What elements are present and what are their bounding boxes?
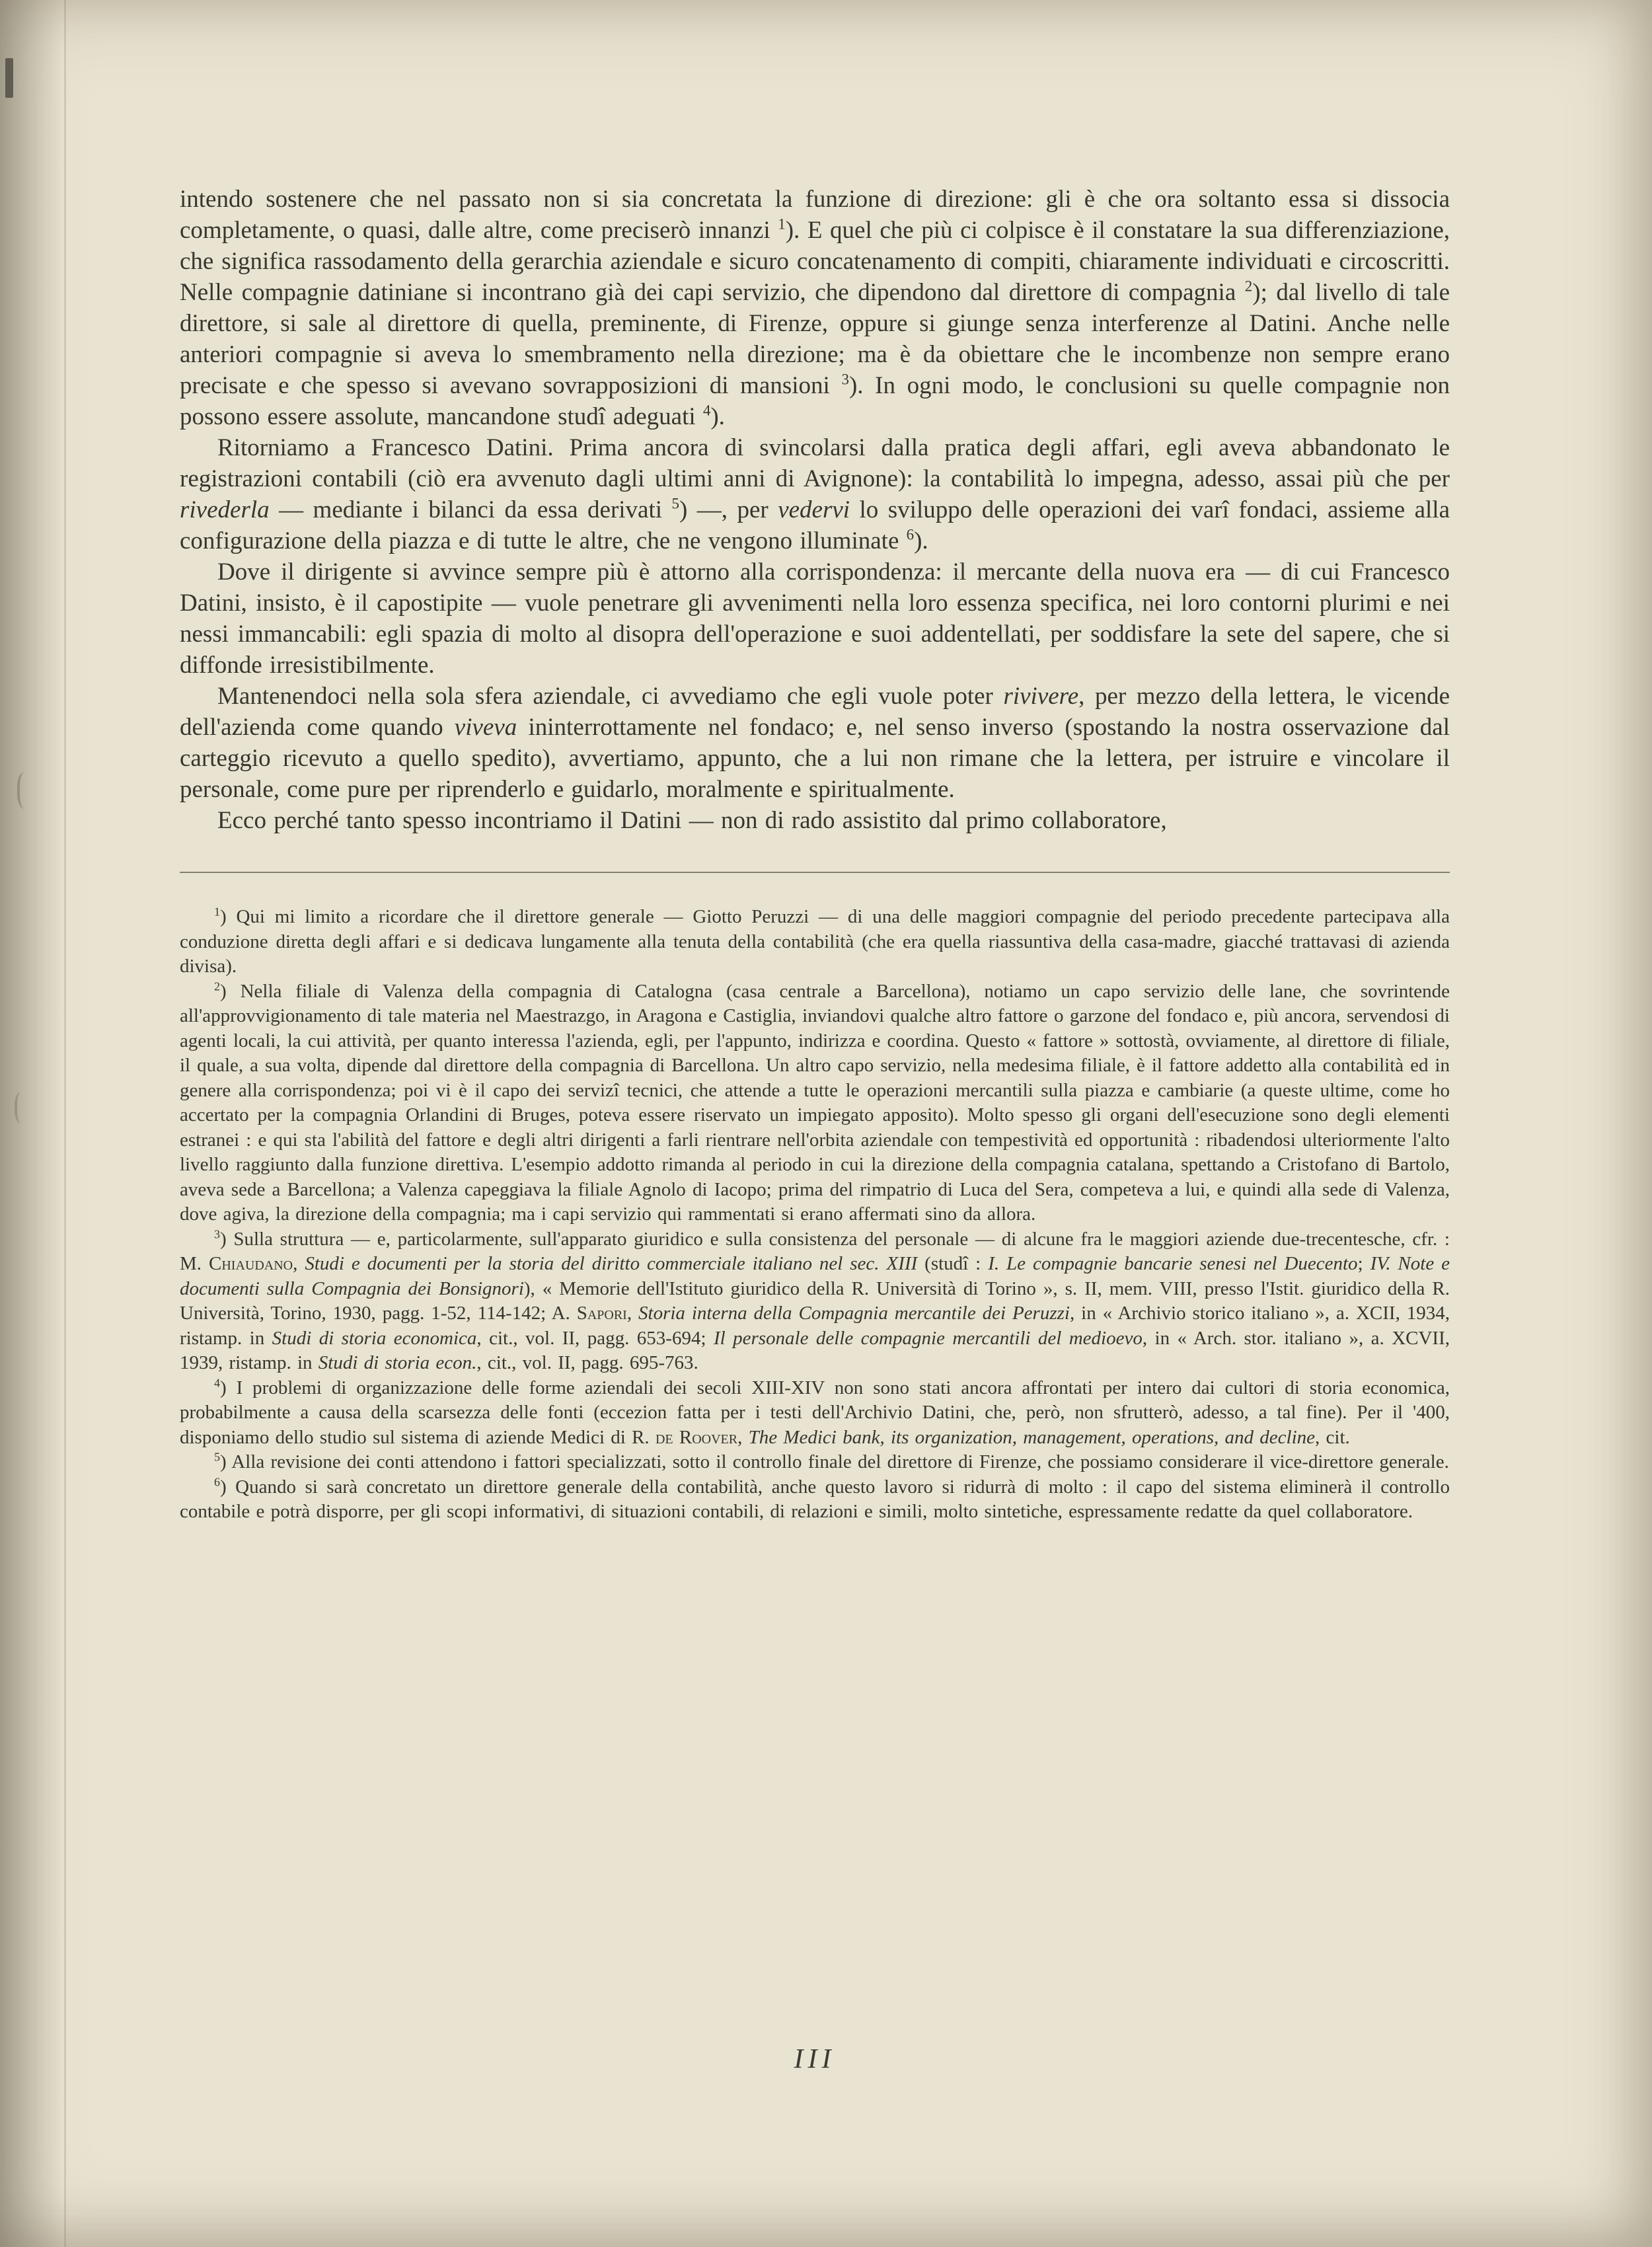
body-paragraph [180,432,1450,556]
text-run: ). [914,527,928,554]
scan-artifact [17,772,32,809]
spine-crease [64,0,66,2247]
footnote-marker: 4 [214,1375,220,1389]
footnote [180,1475,1450,1525]
text-run: , in « Archivio storico italiano », a. XCII, 1934, ristamp. in [180,1303,1450,1349]
footnote-marker: 1 [214,905,220,919]
scan-artifact [15,1092,28,1124]
footnote [180,979,1450,1227]
footnote-marker: 4 [702,402,711,419]
smallcaps-author-name: Sapori [576,1303,627,1324]
smallcaps-author-name: Chiaudano [209,1253,293,1274]
text-run: ). E quel che più ci colpisce è il constatare la sua differenziazione, che significa rassodamento della gerarchia aziendale e sicuro concatenamento di compiti, chiaramente individuati e circoscritti. Nelle compagnie datiniane si incontrano già dei capi servizio, che dipendono dal direttore di compagnia [180,217,1450,306]
text-run: ); dal livello di tale direttore, si sale al direttore di quella, preminente, di Firenze, oppure si giunge senza interferenze al Datini. Anche nelle anteriori compagnie si aveva lo smembramento nella direzione; ma è da obiettare che le incombenze non sempre erano precisate e che spesso si avevano sovrapposizioni di mansioni [180,279,1450,399]
text-run: Ecco perché tanto spesso incontriamo il Datini — non di rado assistito dal primo collaboratore, [217,807,1167,834]
footnote-marker: 5 [671,495,679,512]
text-run: (studî : [917,1253,989,1274]
footnote-marker: 6 [214,1474,220,1488]
footnote-marker: 2 [1244,278,1253,295]
italic-text-run: The Medici bank, its organization, management, operations, and decline [748,1426,1316,1448]
text-run: , per mezzo della lettera, le vicende dell'azienda come quando [180,683,1450,741]
italic-text-run: rivederla [180,496,270,523]
text-run: lo sviluppo delle operazioni dei varî fondaci, assieme alla configurazione della piazza e di tutte le altre, che ne vengono illuminate [180,496,1450,554]
italic-text-run: Studi di storia econ. [318,1352,477,1373]
spine-shadow [0,0,63,2247]
body-paragraph [180,805,1450,836]
scan-artifact [5,58,13,98]
footnote-marker: 3 [214,1227,220,1240]
footnote [180,1450,1450,1475]
body-paragraph [180,184,1450,432]
footnote-marker: 6 [906,526,915,543]
footnote [180,1376,1450,1451]
text-run: , cit., vol. II, pagg. 653-694; [476,1327,714,1349]
text-run: ) Alla revisione dei conti attendono i fattori specializzati, sotto il controllo finale del direttore di Firenze, che possiamo considerare il vice-direttore generale. [219,1451,1449,1472]
text-run: ) —, per [679,496,778,523]
text-run: , cit. [1315,1426,1350,1448]
text-run: , [293,1253,305,1274]
text-run: , [737,1426,749,1448]
text-run: ) Qui mi limito a ricordare che il direttore generale — Giotto Peruzzi — di una delle maggiori compagnie del periodo precedente partecipava alla conduzione diretta degli affari e si dedicava lungamente alla tenuta della contabilità (che era quella riassuntiva della casa-madre, giacché trattavasi di azienda divisa). [180,906,1450,977]
text-run: ). [710,403,725,430]
footnote-marker: 1 [778,215,786,233]
text-run: ), « Memorie dell'Istituto giuridico della R. Università di Torino », s. II, mem. VIII, presso l'Istit. giuridico della R. Università, Torino, 1930, pagg. 1-52, 114-142; A. [180,1277,1450,1324]
text-run: Dove il dirigente si avvince sempre più è attorno alla corrispondenza: il mercante della nuova era — di cui Francesco Datini, insisto, è il capostipite — vuole penetrare gli avvenimenti nella loro essenza specifica, nei loro contorni plurimi e nei nessi immancabili: egli spazia di molto al disopra dell'operazione e suoi addentellati, per soddisfare la sete del sapere, che si diffonde irresistibilmente. [180,558,1450,679]
footnote [180,905,1450,979]
italic-text-run: I. Le compagnie bancarie senesi nel Duecento [988,1253,1358,1274]
footnote-marker: 3 [841,371,849,388]
footnotes [180,905,1450,1525]
footnote-separator [180,872,1450,873]
text-run: ) Nella filiale di Valenza della compagnia di Catalogna (casa centrale a Barcellona), notiamo un capo servizio delle lane, che sovrintende all'approvvigionamento di tale materia nel Maestrazgo, in Aragona e Castiglia, inviandovi qualche altro fattore o garzone del fondaco e, più ancora, servendosi di agenti locali, la cui attività, per quanto interessa l'azienda, egli, per l'appunto, indirizza e coordina. Questo « fattore » sottostà, ovviamente, al direttore di filiale, il quale, a sua volta, dipende dal direttore della compagnia di Barcellona. Un altro capo servizio, nella medesima filiale, è il fattore addetto alla contabilità ed in genere alla corrispondenza; poi vi è il capo dei servizî tecnici, che attende a tutte le operazioni mercantili sulla piazza e cambiarie (a queste ultime, come ho accertato per la compagnia Orlandini di Bruges, poteva essere riservato un impiegato apposito). Molto spesso gli organi dell'esecuzione sono degli elementi estranei : e qui sta l'abilità del fattore e degli altri dirigenti a farli rientrare nell'orbita aziendale con tempestività ed opportunità : ribadendosi ulteriormente l'alto livello raggiunto dalla funzione direttiva. L'esempio addotto rimanda al periodo in cui la direzione della compagnia catalana, spettando a Cristofano di Bartolo, aveva sede a Barcellona; a Valenza capeggiava la filiale Agnolo di Iacopo; prima del rimpatrio di Luca del Sera, competeva a lui, e quindi alla sede di Valenza, dove agiva, la direzione della compagnia; ma i capi servizio qui rammentati si erano affermati sino da allora. [180,980,1450,1225]
text-run: , [626,1303,639,1324]
text-run: ; [1357,1253,1370,1274]
italic-text-run: Storia interna della Compagnia mercantile dei Peruzzi [638,1303,1070,1324]
text-run: , cit., vol. II, pagg. 695-763. [476,1352,698,1373]
text-run: ininterrottamente nel fondaco; e, nel senso inverso (spostando la nostra osservazione dal carteggio ricevuto a quello spedito), avvertiamo, appunto, che a lui non rimane che la lettera, per istruire e vincolare il personale, come pure per riprenderlo e guidarlo, moralmente e spiritualmente. [180,714,1450,803]
text-run: Mantenendoci nella sola sfera aziendale, ci avvediamo che egli vuole poter [217,683,1004,710]
text-run: Ritorniamo a Francesco Datini. Prima ancora di svincolarsi dalla pratica degli affari, egli aveva abbandonato le registrazioni contabili (ciò era avvenuto dagli ultimi anni di Avignone): la contabilità lo impegna, adesso, assai più che per [180,434,1450,492]
italic-text-run: Il personale delle compagnie mercantili del medioevo [713,1327,1143,1349]
text-run: ) Sulla struttura — e, particolarmente, sull'apparato giuridico e sulla consistenza del personale — di alcune fra le maggiori aziende due-trecentesche, cfr. : M. [180,1228,1450,1274]
footnote-marker: 2 [214,979,220,993]
text-run: ) I problemi di organizzazione delle forme aziendali dei secoli XIII-XIV non sono stati ancora affrontati per intero dai cultori di storia economica, probabilmente a causa della scarsezza delle fonti (eccezion fatta per i testi dell'Archivio Datini, che, però, non sfrutterò, adesso, a tal fine). Per il '400, disponiamo dello studio sul sistema di aziende Medici di R. [180,1377,1450,1448]
footnote [180,1227,1450,1376]
italic-text-run: rivivere [1003,683,1079,710]
body-paragraph [180,556,1450,681]
italic-text-run: Studi di storia economica [272,1327,477,1349]
text-run: ). In ogni modo, le conclusioni su quelle compagnie non possono essere assolute, mancandone studî adeguati [180,372,1450,430]
smallcaps-author-name: de Roover [655,1426,738,1448]
text-run: ) Quando si sarà concretato un direttore generale della contabilità, anche questo lavoro si ridurrà di molto : il capo del sistema eliminerà il controllo contabile e potrà disporre, per gli scopi informativi, di situazioni contabili, di relazioni e simili, molto sintetiche, espressamente redatte da quel collaboratore. [180,1476,1450,1522]
italic-text-run: vedervi [778,496,850,523]
italic-text-run: Studi e documenti per la storia del diritto commerciale italiano nel sec. XIII [305,1253,918,1274]
text-run: — mediante i bilanci da essa derivati [269,496,672,523]
text-block [180,184,1450,1525]
text-run: , in « Arch. stor. italiano », a. XCVII, 1939, ristamp. in [180,1327,1450,1373]
footnote-marker: 5 [214,1450,220,1464]
page-number: III [794,2044,836,2075]
text-run: intendo sostenere che nel passato non si sia concretata la funzione di direzione: gli è che ora soltanto essa si dissocia completamente, o quasi, dalle altre, come preciserò innanzi [180,186,1450,244]
italic-text-run: viveva [454,714,517,741]
body-text [180,184,1450,836]
body-paragraph [180,681,1450,805]
italic-text-run: IV. Note e documenti sulla Compagnia dei Bonsignori [180,1253,1450,1299]
